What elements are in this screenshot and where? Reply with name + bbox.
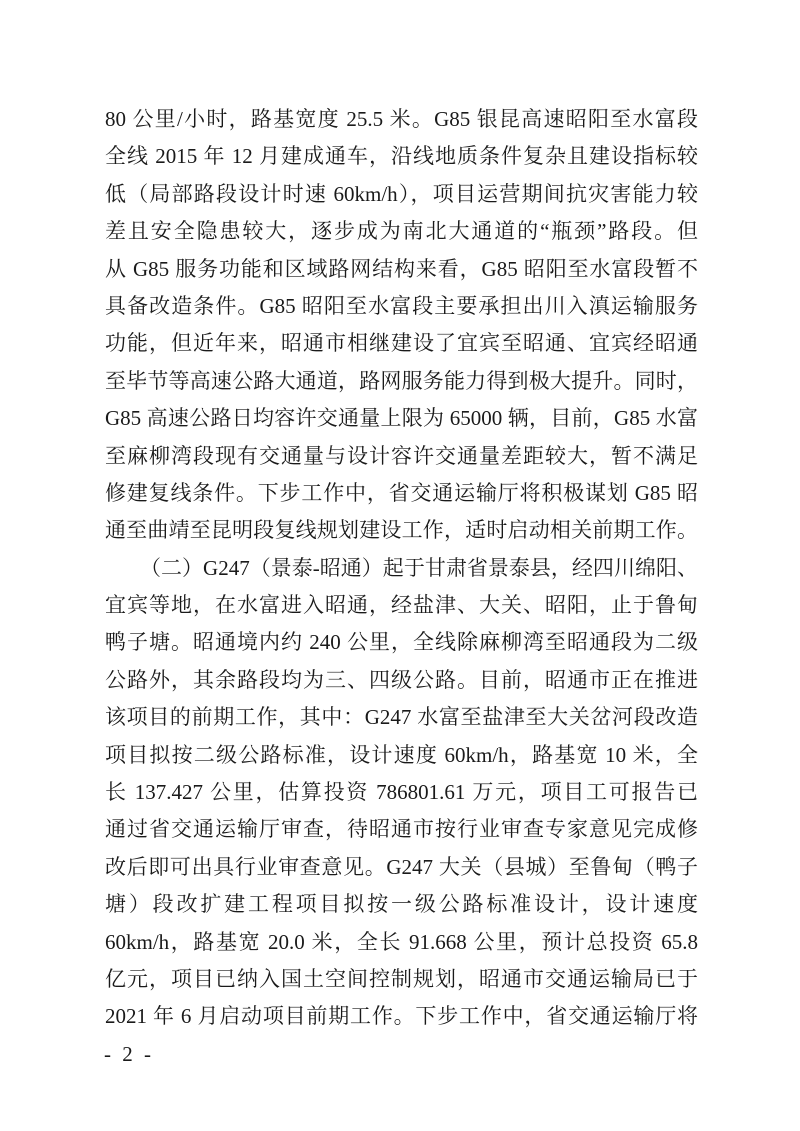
text-line: 全线 2015 年 12 月建成通车，沿线地质条件复杂且建设指标较 — [105, 144, 698, 169]
text-line: 长 137.427 公里，估算投资 786801.61 万元，项目工可报告已 — [105, 780, 698, 805]
document-body — [105, 101, 698, 1036]
text-line: 具备改造条件。G85 昭阳至水富段主要承担出川入滇运输服务 — [105, 293, 698, 318]
text-line: 差且安全隐患较大，逐步成为南北大通道的“瓶颈”路段。但 — [105, 219, 698, 244]
text-line: 鸭子塘。昭通境内约 240 公里，全线除麻柳湾至昭通段为二级 — [105, 630, 698, 655]
page-number: - 2 - — [104, 1042, 154, 1066]
text-line: 从 G85 服务功能和区域路网结构来看，G85 昭阳至水富段暂不 — [105, 256, 698, 281]
text-line: 公路外，其余路段均为三、四级公路。目前，昭通市正在推进 — [105, 667, 698, 692]
text-line: 80 公里/小时，路基宽度 25.5 米。G85 银昆高速昭阳至水富段 — [105, 107, 698, 131]
text-line: 至毕节等高速公路大通道，路网服务能力得到极大提升。同时， — [105, 368, 698, 393]
text-line: 宜宾等地，在水富进入昭通，经盐津、大关、昭阳，止于鲁甸 — [105, 593, 698, 618]
text-line: 通过省交通运输厅审查，待昭通市按行业审查专家意见完成修 — [105, 817, 698, 842]
text-line-paragraph-start: （二）G247（景泰-昭通）起于甘肃省景泰县，经四川绵阳、 — [140, 555, 698, 580]
text-line: 2021 年 6 月启动项目前期工作。下步工作中，省交通运输厅将 — [105, 1004, 698, 1029]
paragraph-g85-continuation — [105, 101, 698, 550]
text-line: 功能，但近年来，昭通市相继建设了宜宾至昭通、宜宾经昭通 — [105, 331, 698, 356]
text-line: 修建复线条件。下步工作中，省交通运输厅将积极谋划 G85 昭 — [105, 480, 698, 505]
text-line: 该项目的前期工作，其中：G247 水富至盐津至大关岔河段改造 — [105, 705, 698, 730]
text-line: 通至曲靖至昆明段复线规划建设工作，适时启动相关前期工作。 — [105, 518, 698, 543]
text-line: 低（局部路段设计时速 60km/h），项目运营期间抗灾害能力较 — [105, 181, 698, 206]
text-line: 至麻柳湾段现有交通量与设计容许交通量差距较大，暂不满足 — [105, 443, 698, 468]
text-line: 亿元，项目已纳入国土空间控制规划，昭通市交通运输局已于 — [105, 966, 698, 991]
text-line: 塘）段改扩建工程项目拟按一级公路标准设计，设计速度 — [105, 892, 698, 917]
text-line: G85 高速公路日均容许交通量上限为 65000 辆，目前，G85 水富 — [105, 406, 698, 431]
text-line: 改后即可出具行业审查意见。G247 大关（县城）至鲁甸（鸭子 — [105, 854, 698, 879]
text-line: 60km/h，路基宽 20.0 米，全长 91.668 公里，预计总投资 65.8 — [105, 929, 698, 954]
text-line: 项目拟按二级公路标准，设计速度 60km/h，路基宽 10 米，全 — [105, 742, 698, 767]
paragraph-g247 — [105, 550, 698, 1036]
